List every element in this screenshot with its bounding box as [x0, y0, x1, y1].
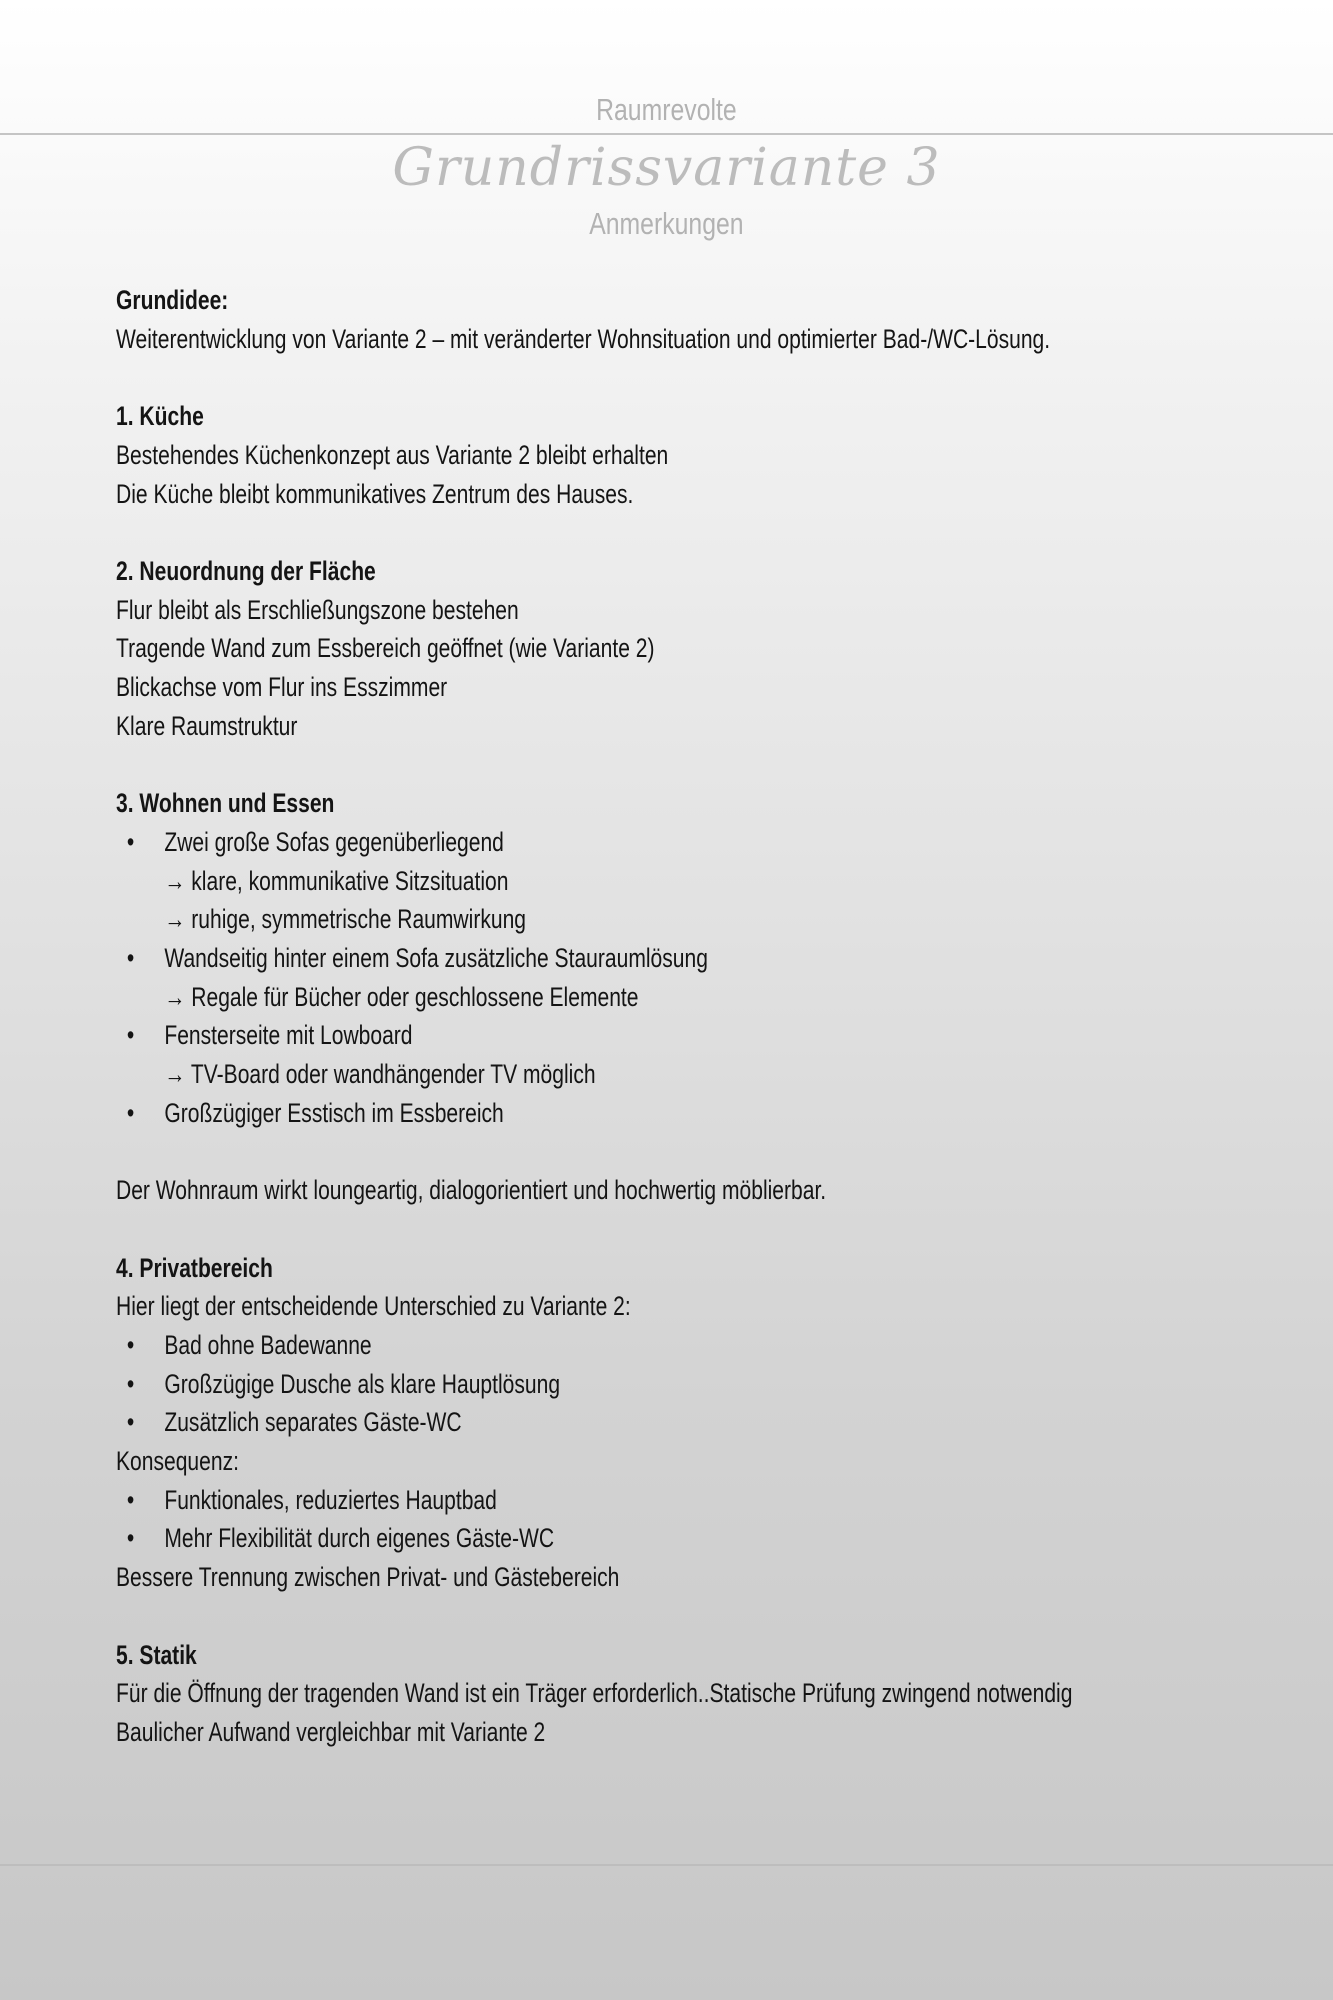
- list-item: • Zwei große Sofas gegenüberliegend: [116, 823, 1091, 862]
- list-item: • Bad ohne Badewanne: [116, 1326, 1091, 1365]
- list-item: • Wandseitig hinter einem Sofa zusätzliche Stauraumlösung: [116, 939, 1091, 978]
- spacer: [116, 358, 1091, 397]
- header-divider: [0, 133, 1333, 135]
- section-wohnen-summary: Der Wohnraum wirkt loungeartig, dialogorientiert und hochwertig möblierbar.: [116, 1175, 827, 1206]
- list-sub-item: → TV-Board oder wandhängender TV möglich: [164, 1059, 596, 1090]
- spacer: [116, 1597, 1091, 1636]
- brand-name: Raumrevolte: [596, 92, 737, 127]
- spacer: [116, 745, 1091, 784]
- list-item: • Mehr Flexibilität durch eigenes Gäste-WC: [116, 1519, 1091, 1558]
- list-sub-item: → Regale für Bücher oder geschlossene Elemente: [164, 981, 639, 1012]
- section-flaeche-line: Tragende Wand zum Essbereich geöffnet (wie Variante 2): [116, 633, 655, 664]
- spacer: [116, 1210, 1091, 1249]
- variant-title: Grundrissvariante 3: [392, 138, 941, 198]
- section-wohnen-heading: 3. Wohnen und Essen: [116, 788, 335, 819]
- section-privat-closing: Bessere Trennung zwischen Privat- und Gästebereich: [116, 1562, 620, 1593]
- spacer: [116, 513, 1091, 552]
- list-item: • Fensterseite mit Lowboard: [116, 1016, 1091, 1055]
- document-header: [0, 0, 1333, 260]
- section-kueche-line: Die Küche bleibt kommunikatives Zentrum des Hauses.: [116, 478, 634, 509]
- list-item: • Großzügige Dusche als klare Hauptlösung: [116, 1365, 1091, 1404]
- consequence-label: Konsequenz:: [116, 1446, 239, 1477]
- section-privat-heading: 4. Privatbereich: [116, 1252, 273, 1283]
- intro-text: Weiterentwicklung von Variante 2 – mit veränderter Wohnsituation und optimierter Bad-/WC-Lösung.: [116, 323, 1051, 354]
- intro-heading: Grundidee:: [116, 285, 229, 315]
- section-kueche-line: Bestehendes Küchenkonzept aus Variante 2 bleibt erhalten: [116, 439, 669, 470]
- section-statik-heading: 5. Statik: [116, 1639, 197, 1670]
- document-subtitle: Anmerkungen: [589, 206, 744, 241]
- list-sub-item: → klare, kommunikative Sitzsituation: [164, 865, 509, 896]
- section-flaeche-heading: 2. Neuordnung der Fläche: [116, 555, 376, 586]
- section-kueche-heading: 1. Küche: [116, 401, 204, 432]
- list-item: • Zusätzlich separates Gäste-WC: [116, 1403, 1091, 1442]
- spacer: [116, 1132, 1091, 1171]
- list-sub-item: → ruhige, symmetrische Raumwirkung: [164, 904, 526, 935]
- section-flaeche-line: Blickachse vom Flur ins Esszimmer: [116, 672, 448, 702]
- list-item: • Funktionales, reduziertes Hauptbad: [116, 1481, 1091, 1520]
- section-privat-intro: Hier liegt der entscheidende Unterschied zu Variante 2:: [116, 1291, 631, 1322]
- section-flaeche-line: Klare Raumstruktur: [116, 710, 298, 741]
- list-item: • Großzügiger Esstisch im Essbereich: [116, 1094, 1091, 1133]
- section-statik-line: Für die Öffnung der tragenden Wand ist ein Träger erforderlich..Statische Prüfung zwingend notwendig: [116, 1678, 1073, 1709]
- section-statik-line: Baulicher Aufwand vergleichbar mit Variante 2: [116, 1716, 546, 1747]
- footer-divider: [0, 1864, 1333, 1866]
- section-flaeche-line: Flur bleibt als Erschließungszone bestehen: [116, 594, 519, 625]
- document-body: [116, 281, 1091, 1752]
